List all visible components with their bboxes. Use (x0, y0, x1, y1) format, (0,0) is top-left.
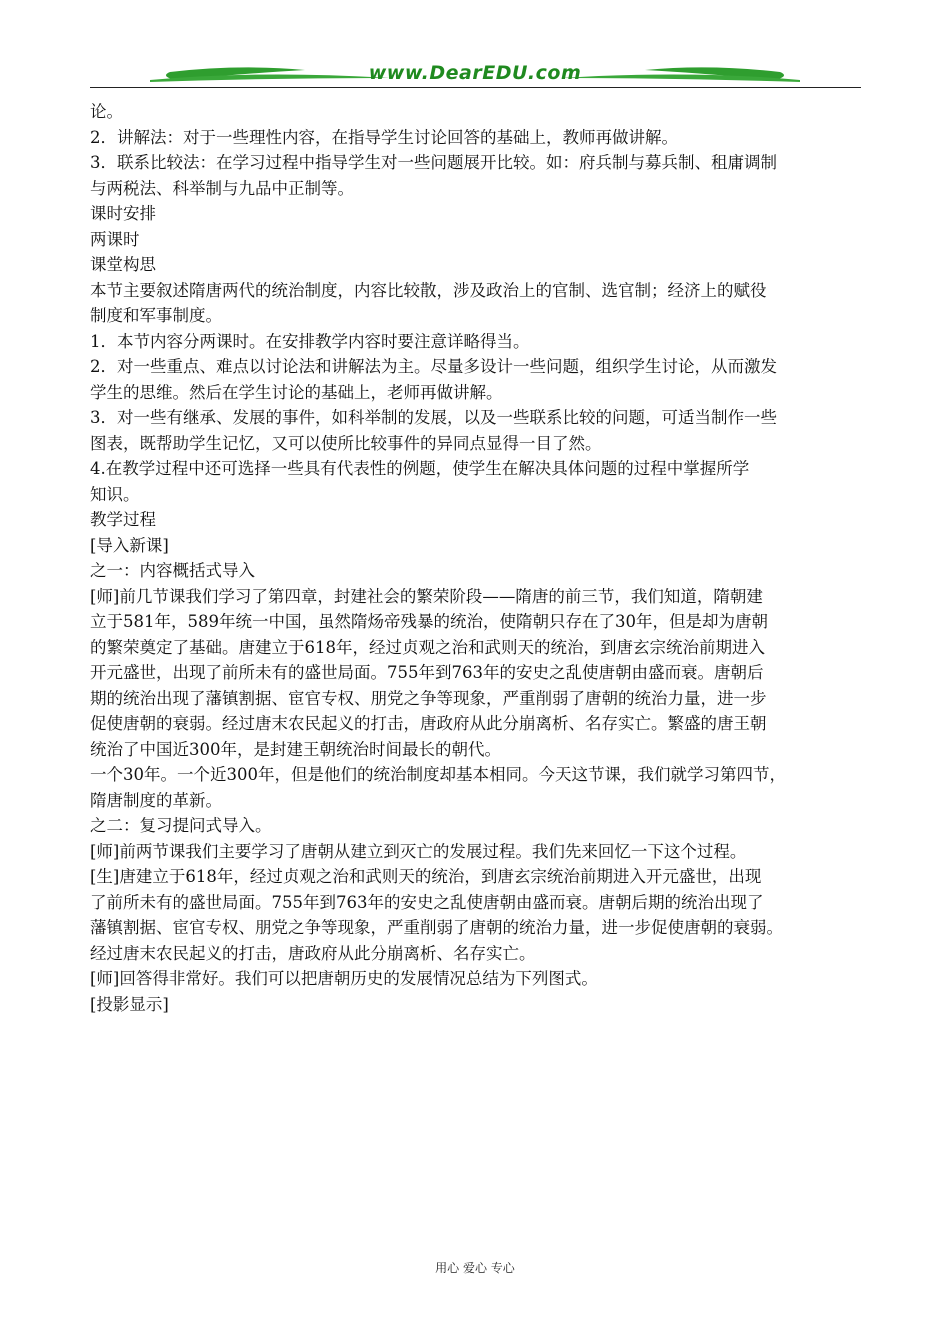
text-line: 一个30年。一个近300年，但是他们的统治制度却基本相同。今天这节课，我们就学习第四节， (90, 765, 786, 784)
text-line: 知识。 (90, 484, 140, 504)
document-body (90, 99, 870, 1017)
text-line: 图表，既帮助学生记忆，又可以使所比较事件的异同点显得一目了然。 (90, 433, 602, 453)
text-line: [师]回答得非常好。我们可以把唐朝历史的发展情况总结为下列图式。 (90, 969, 598, 988)
text-line: [投影显示] (90, 994, 169, 1014)
section-heading: 课堂构思 (90, 255, 156, 274)
text-line: 之一：内容概括式导入 (90, 561, 255, 580)
text-line: 立于581年，589年统一中国，虽然隋炀帝残暴的统治，使隋朝只存在了30年，但是却为唐朝 (90, 612, 768, 631)
text-line: 经过唐末农民起义的打击，唐政府从此分崩离析、名存实亡。 (90, 943, 536, 963)
text-line: 与两税法、科举制与九品中正制等。 (90, 178, 354, 198)
text-line: 论。 (90, 102, 123, 121)
text-line: 学生的思维。然后在学生讨论的基础上，老师再做讲解。 (90, 382, 503, 402)
site-name: www.DearEDU.com (368, 62, 582, 84)
section-heading: 课时安排 (90, 204, 156, 223)
text-line: 本节主要叙述隋唐两代的统治制度，内容比较散，涉及政治上的官制、选官制；经济上的赋役 (90, 280, 767, 300)
header-divider (90, 87, 861, 88)
text-line: 3．对一些有继承、发展的事件，如科举制的发展，以及一些联系比较的问题，可适当制作一些 (90, 408, 777, 427)
text-line: 两课时 (90, 229, 140, 249)
text-line: 的繁荣奠定了基础。唐建立于618年，经过贞观之治和武则天的统治，到唐玄宗统治前期进入 (90, 637, 765, 657)
text-line: [生]唐建立于618年，经过贞观之治和武则天的统治，到唐玄宗统治前期进入开元盛世，出现 (90, 867, 762, 886)
text-line: 1．本节内容分两课时。在安排教学内容时要注意详略得当。 (90, 331, 530, 351)
text-line: 统治了中国近300年，是封建王朝统治时间最长的朝代。 (90, 739, 501, 759)
page-header (90, 58, 860, 90)
page-footer: 用心 爱心 专心 (435, 1261, 515, 1275)
section-heading: 教学过程 (90, 510, 156, 529)
text-line: 4.在教学过程中还可选择一些具有代表性的例题，使学生在解决具体问题的过程中掌握所学 (90, 459, 750, 478)
text-line: 3．联系比较法：在学习过程中指导学生对一些问题展开比较。如：府兵制与募兵制、租庸调制 (90, 153, 777, 172)
text-line: 促使唐朝的衰弱。经过唐末农民起义的打击，唐政府从此分崩离析、名存实亡。繁盛的唐王朝 (90, 714, 767, 733)
text-line: 隋唐制度的革新。 (90, 790, 222, 810)
text-line: 2．对一些重点、难点以讨论法和讲解法为主。尽量多设计一些问题，组织学生讨论，从而激发 (90, 357, 777, 376)
text-line: [导入新课] (90, 535, 169, 555)
text-line: 制度和军事制度。 (90, 306, 222, 325)
text-line: [师]前两节课我们主要学习了唐朝从建立到灭亡的发展过程。我们先来回忆一下这个过程。 (90, 841, 747, 861)
text-line: 藩镇割据、宦官专权、朋党之争等现象，严重削弱了唐朝的统治力量，进一步促使唐朝的衰弱。 (90, 918, 783, 937)
text-line: [师]前几节课我们学习了第四章，封建社会的繁荣阶段——隋唐的前三节，我们知道，隋朝建 (90, 586, 763, 606)
text-line: 期的统治出现了藩镇割据、宦官专权、朋党之争等现象，严重削弱了唐朝的统治力量，进一步 (90, 688, 767, 708)
text-line: 了前所未有的盛世局面。755年到763年的安史之乱使唐朝由盛而衰。唐朝后期的统治出现了 (90, 892, 764, 912)
text-line: 2．讲解法：对于一些理性内容，在指导学生讨论回答的基础上，教师再做讲解。 (90, 127, 678, 147)
text-line: 之二：复习提问式导入。 (90, 816, 272, 835)
text-line: 开元盛世，出现了前所未有的盛世局面。755年到763年的安史之乱使唐朝由盛而衰。唐朝后 (90, 663, 764, 682)
